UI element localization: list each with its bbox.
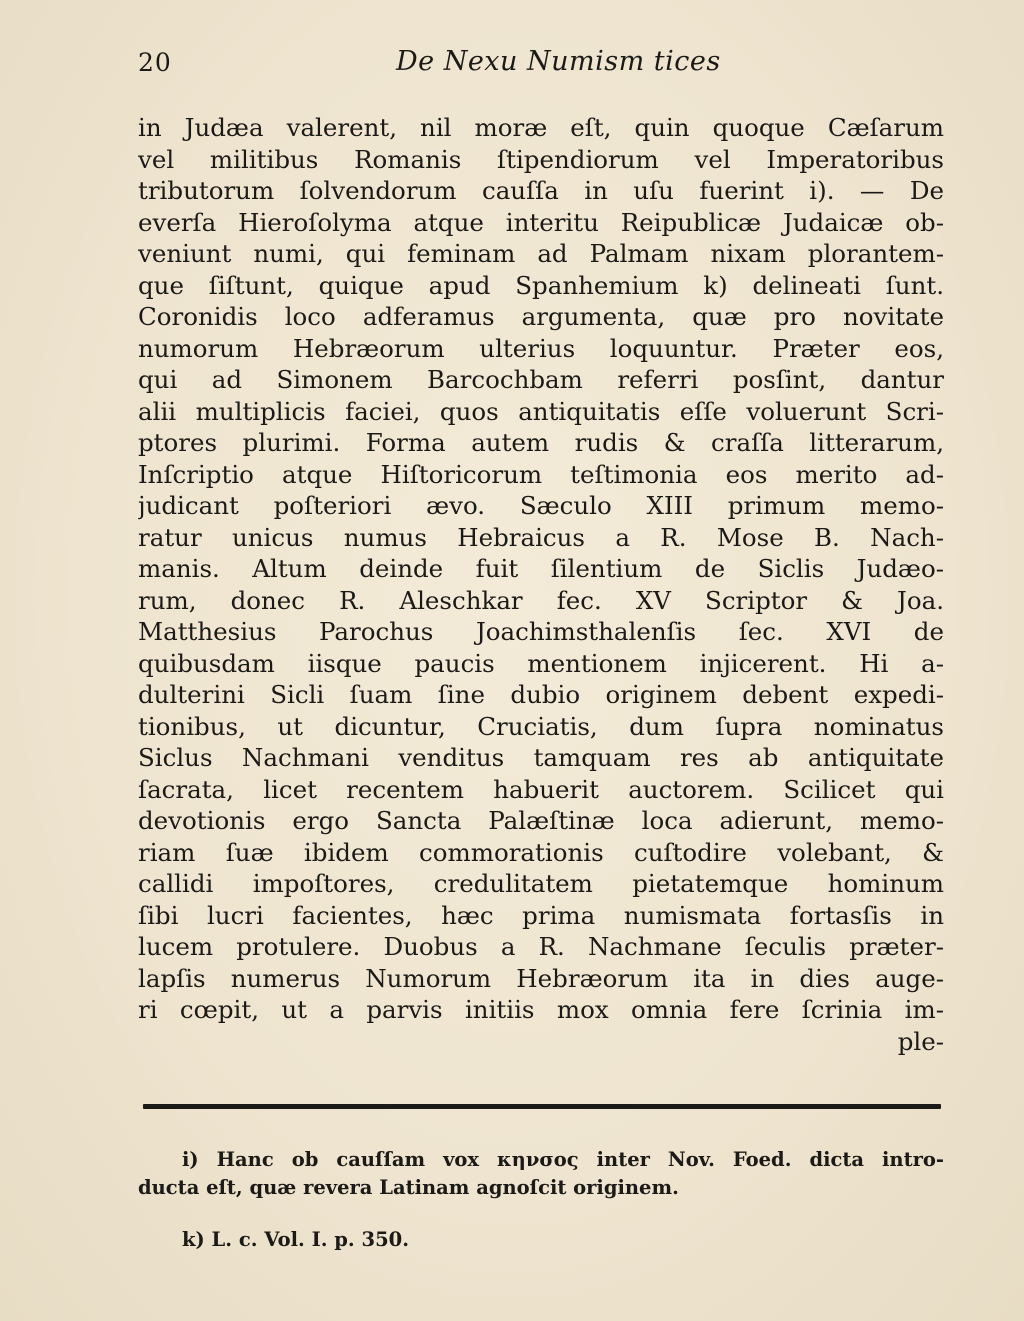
text-line: ptores plurimi. Forma autem rudis & craſſa litterarum, [138, 428, 944, 457]
text-line: veniunt numi, qui feminam ad Palmam nixam plorantem- [138, 239, 944, 268]
text-line: judicant poſteriori ævo. Sæculo XIII primum memo- [138, 491, 944, 520]
page-number: 20 [138, 48, 172, 77]
text-line: ratur unicus numus Hebraicus a R. Mose B. Nach- [138, 522, 944, 552]
text-line: everſa Hieroſolyma atque interitu Reipublicæ Judaicæ ob- [138, 207, 944, 237]
text-line: callidi impoſtores, credulitatem pietatemque hominum [138, 869, 944, 898]
text-line: riam ſuæ ibidem commorationis cuſtodire volebant, & [138, 837, 944, 867]
text-line: Coronidis loco adferamus argumenta, quæ pro novitate [138, 302, 944, 331]
text-line: lucem protulere. Duobus a R. Nachmane ſeculis præter- [138, 932, 944, 961]
text-line: in Judæa valerent, nil moræ eſt, quin quoque Cæſarum [138, 113, 944, 142]
text-line: ſibi lucri facientes, hæc prima numismata fortasſis in [138, 900, 944, 930]
text-line: devotionis ergo Sancta Palæſtinæ loca adierunt, memo- [138, 806, 944, 835]
text-line: vel militibus Romanis ſtipendiorum vel Imperatoribus [138, 144, 944, 174]
footnote-k-line: k) L. c. Vol. I. p. 350. [182, 1228, 410, 1251]
text-line: quibusdam iisque paucis mentionem injicerent. Hi a- [138, 648, 944, 678]
catchword: ple- [897, 1026, 944, 1056]
text-line: tributorum ſolvendorum cauſſa in uſu fuerint i). — De [138, 176, 944, 205]
text-line: Inſcriptio atque Hiſtoricorum teſtimonia eos merito ad- [138, 459, 944, 489]
text-line: dulterini Sicli ſuam ſine dubio originem debent expedi- [138, 680, 944, 709]
text-line: numorum Hebræorum ulterius loquuntur. Præter eos, [138, 333, 944, 363]
footnotes [138, 1146, 944, 1254]
text-line: qui ad Simonem Barcochbam referri posſint, dantur [138, 365, 944, 394]
text-line: Siclus Nachmani venditus tamquam res ab antiquitate [138, 743, 944, 772]
text-line: Matthesius Parochus Joachimsthalenſis ſec. XVI de [138, 617, 944, 646]
running-head: De Nexu Numism tices [396, 46, 721, 77]
footnote-rule [143, 1104, 941, 1109]
text-line: manis. Altum deinde fuit ſilentium de Siclis Judæo- [138, 554, 944, 583]
text-line: ſacrata, licet recentem habuerit auctorem. Scilicet qui [138, 774, 944, 804]
text-line: tionibus, ut dicuntur, Cruciatis, dum ſupra nominatus [138, 711, 944, 741]
text-line: que ſiſtunt, quique apud Spanhemium k) delineati ſunt. [138, 270, 944, 300]
text-line: rum, donec R. Aleschkar fec. XV Scriptor & Joa. [138, 585, 944, 615]
text-line: lapſis numerus Numorum Hebræorum ita in dies auge- [138, 963, 944, 993]
text-line: ri cœpit, ut a parvis initiis mox omnia fere ſcrinia im- [138, 995, 944, 1024]
page-header [138, 44, 948, 84]
main-text [138, 112, 944, 1057]
text-line: alii multiplicis faciei, quos antiquitatis eſſe voluerunt Scri- [138, 396, 944, 426]
footnote-i-line: i) Hanc ob cauſſam vox κηνσος inter Nov. Foed. dicta intro- [182, 1148, 944, 1171]
footnote-i-line: ducta eſt, quæ revera Latinam agnoſcit originem. [138, 1176, 679, 1199]
